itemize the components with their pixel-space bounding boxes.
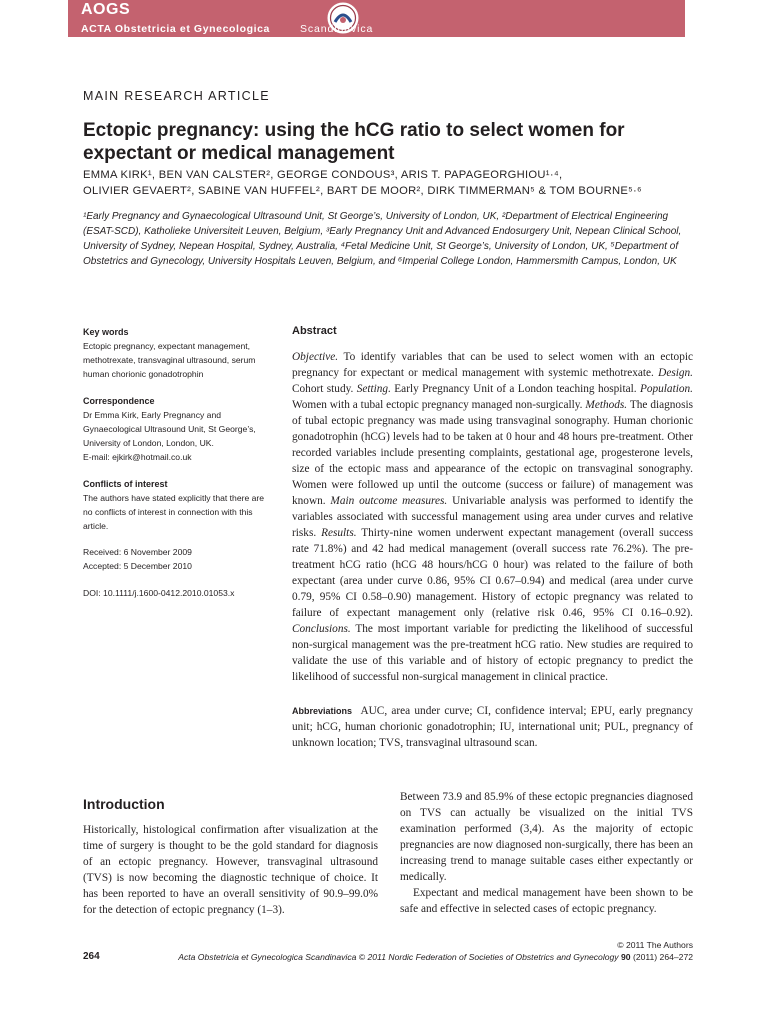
methods-text: The diagnosis of tubal ectopic pregnancy was made using transvaginal sonography. Human chorionic gonadotrophin (hCG) levels had to be taken at 0 hour and 48 hours pre-treatment. Other recorded variables include presenting complaints, gestational age, progesterone levels, size of the ectopic mass and appearance of the ectopic on transvaginal sonography. Women were followed up until the outcome (success or failure) of management was known. bbox=[292, 399, 694, 507]
journal-citation bbox=[178, 952, 693, 962]
journal-citation-text: Acta Obstetricia et Gynecologica Scandinavica © 2011 Nordic Federation of Societies of Obstetrics and Gynecology bbox=[178, 952, 619, 962]
correspondence-heading: Correspondence bbox=[83, 396, 155, 406]
introduction-paragraph-3: Expectant and medical management have been shown to be safe and effective in selected cases of ectopic pregnancy. bbox=[400, 887, 693, 915]
copyright-authors: © 2011 The Authors bbox=[617, 940, 693, 950]
conclusions-text: The most important variable for predicting the likelihood of successful non-surgical management was the pre-treatment hCG ratio. New studies are required to validate the use of this variable and of history of ectopic pregnancy to predict the likelihood of successful non-surgical management in clinical practice. bbox=[292, 623, 693, 683]
keywords-block bbox=[83, 325, 273, 381]
article-title: Ectopic pregnancy: using the hCG ratio to select women for expectant or medical management bbox=[83, 120, 625, 164]
correspondence-text: Dr Emma Kirk, Early Pregnancy and Gynaecological Ultrasound Unit, St George’s, University of London, London, UK. bbox=[83, 410, 256, 448]
page-number: 264 bbox=[83, 951, 100, 962]
design-text: Cohort study. bbox=[292, 383, 354, 395]
journal-name: ACTA Obstetricia et Gynecologica bbox=[81, 23, 270, 35]
journal-volume: 90 bbox=[621, 952, 631, 962]
author-line-2: OLIVIER GEVAERT², SABINE VAN HUFFEL², BART DE MOOR², DIRK TIMMERMAN⁵ & TOM BOURNE⁵·⁶ bbox=[83, 185, 642, 197]
results-text: Thirty-nine women underwent expectant management (overall success rate 71.8%) and 42 had medical management (overall success rate 76.2%). The pre-treatment hCG ratio (hCG 48 hours/hCG 0 hour) was related to the failure of both expectant (area under curve 0.86, 95% CI 0.67–0.94) and medical (area under curve 0.79, 95% CI 0.58–0.90) management. History of ectopic pregnancy was related to failure of expectant management only (relative risk 0.46, 95% CI 0.16–0.92). bbox=[292, 527, 694, 619]
conflicts-heading: Conflicts of interest bbox=[83, 479, 168, 489]
article-type-label: MAIN RESEARCH ARTICLE bbox=[83, 89, 270, 103]
objective-label: Objective. bbox=[292, 351, 339, 363]
introduction-paragraph-1: Historically, histological confirmation after visualization at the time of surgery is thought to be the gold standard for diagnosis of an ectopic pregnancy. However, transvaginal ultrasound (TVS) is now becoming the diagnostic technique of choice. It has been reported to have an overall sensitivity of 90.9–99.0% for the detection of ectopic pregnancy (1–3). bbox=[83, 824, 378, 916]
results-label: Results. bbox=[321, 527, 357, 539]
abstract-heading: Abstract bbox=[292, 325, 337, 337]
abbreviations bbox=[292, 703, 693, 751]
journal-abbreviation: AOGS bbox=[81, 1, 131, 18]
correspondence-block bbox=[83, 394, 273, 464]
accepted-date: Accepted: 5 December 2010 bbox=[83, 561, 192, 571]
objective-text: To identify variables that can be used to select women with an ectopic pregnancy for expectant or medical management with systemic methotrexate. bbox=[292, 351, 693, 379]
introduction-heading: Introduction bbox=[83, 796, 165, 812]
conflicts-block bbox=[83, 477, 273, 533]
population-text: Women with a tubal ectopic pregnancy managed non-surgically. bbox=[292, 399, 583, 411]
abbreviations-text: AUC, area under curve; CI, confidence interval; EPU, early pregnancy unit; hCG, human chorionic gonadotrophin; IU, international unit; PUL, pregnancy of unknown location; TVS, transvaginal ultrasound scan. bbox=[292, 705, 693, 749]
setting-label: Setting. bbox=[356, 383, 391, 395]
keywords-heading: Key words bbox=[83, 327, 129, 337]
received-date: Received: 6 November 2009 bbox=[83, 547, 192, 557]
setting-text: Early Pregnancy Unit of a London teaching hospital. bbox=[394, 383, 637, 395]
journal-name-scandinavica: Scandinavica bbox=[300, 23, 374, 35]
population-label: Population. bbox=[639, 383, 693, 395]
design-label: Design. bbox=[658, 367, 693, 379]
journal-header-band bbox=[68, 0, 685, 37]
keywords-text: Ectopic pregnancy, expectant management, methotrexate, transvaginal ultrasound, serum human chorionic gonadotrophin bbox=[83, 341, 256, 379]
abbreviations-label: Abbreviations bbox=[292, 706, 353, 716]
journal-year-pages: (2011) 264–272 bbox=[632, 952, 693, 962]
author-list bbox=[83, 167, 693, 199]
conflicts-text: The authors have stated explicitly that there are no conflicts of interest in connection with this article. bbox=[83, 493, 265, 531]
methods-label: Methods. bbox=[585, 399, 628, 411]
outcome-label: Main outcome measures. bbox=[330, 495, 448, 507]
doi[interactable]: DOI: 10.1111/j.1600-0412.2010.01053.x bbox=[83, 588, 235, 598]
abstract-body bbox=[292, 349, 693, 685]
dates-block bbox=[83, 545, 273, 573]
introduction-column-2 bbox=[400, 789, 693, 917]
introduction-paragraph-2: Between 73.9 and 85.9% of these ectopic pregnancies diagnosed on TVS can actually be visualized on the initial TVS examination performed (3,4). As the majority of ectopic pregnancies are now diagnosed non-surgically, there has been an increasing trend to manage suitable cases either expectantly or medically. bbox=[400, 791, 693, 883]
author-line-1: EMMA KIRK¹, BEN VAN CALSTER², GEORGE CONDOUS³, ARIS T. PAPAGEORGHIOU¹·⁴, bbox=[83, 169, 563, 181]
affiliations: ¹Early Pregnancy and Gynaecological Ultrasound Unit, St George’s, University of London, UK, ²Department of Electrical Engineering (ESAT-SCD), Katholieke Universiteit Leuven, Belgium, ³Early Pregnancy Unit and Advanced Endosurgery Unit, Nepean Clinical School, University of Sydney, Nepean Hospital, Sydney, Australia, ⁴Fetal Medicine Unit, St George’s, University of London, UK, ⁵Department of Obstetrics and Gynecology, University Hospitals Leuven, Belgium, and ⁶Imperial College London, Hammersmith Campus, London, UK bbox=[83, 211, 682, 267]
conclusions-label: Conclusions. bbox=[292, 623, 351, 635]
correspondence-email[interactable]: E-mail: ejkirk@hotmail.co.uk bbox=[83, 452, 192, 462]
outcome-text: Univariable analysis was performed to identify the variables associated with successful management using area under curves and relative risks. bbox=[292, 495, 694, 539]
